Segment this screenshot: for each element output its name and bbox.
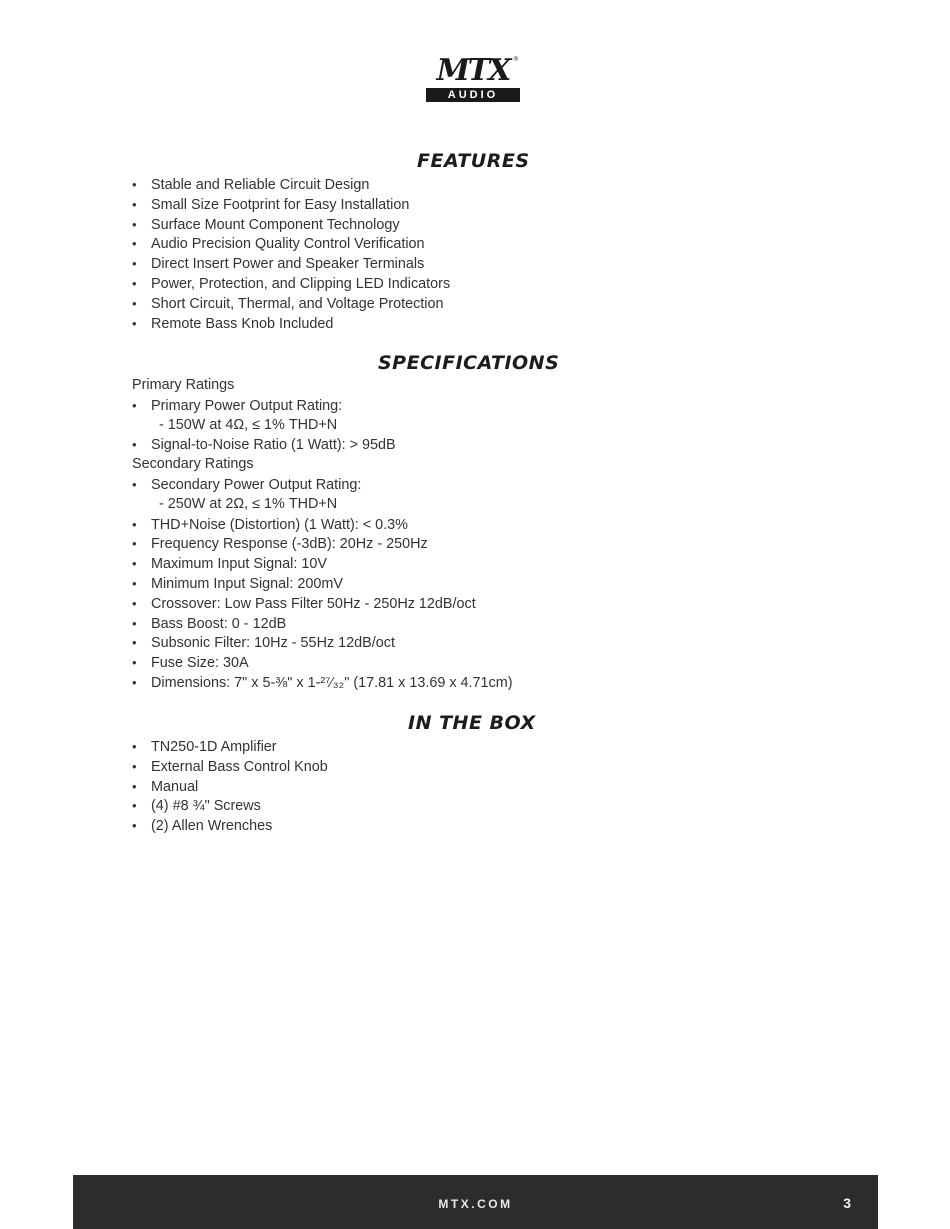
bullet-icon: • bbox=[132, 397, 137, 413]
footer-url: MTX.COM bbox=[438, 1197, 513, 1211]
spec-text: Bass Boost: 0 - 12dB bbox=[151, 615, 287, 632]
bullet-icon: • bbox=[132, 256, 137, 272]
features-list bbox=[132, 175, 450, 333]
bullet-icon: • bbox=[132, 437, 137, 453]
spec-item bbox=[132, 396, 513, 416]
feature-text: Surface Mount Component Technology bbox=[151, 216, 400, 233]
feature-item bbox=[132, 175, 450, 195]
bullet-icon: • bbox=[132, 275, 137, 291]
bullet-icon: • bbox=[132, 798, 137, 814]
box-item bbox=[132, 777, 328, 797]
spec-item bbox=[132, 673, 513, 693]
logo-registered-mark: ® bbox=[513, 57, 518, 63]
feature-item bbox=[132, 294, 450, 314]
specifications-list bbox=[132, 376, 513, 693]
feature-item bbox=[132, 314, 450, 334]
spec-item bbox=[132, 554, 513, 574]
specifications-heading: SPECIFICATIONS bbox=[378, 352, 560, 374]
bullet-icon: • bbox=[132, 655, 137, 671]
spec-text: - 250W at 2Ω, ≤ 1% THD+N bbox=[159, 495, 338, 512]
spec-text: Subsonic Filter: 10Hz - 55Hz 12dB/oct bbox=[151, 635, 395, 652]
bullet-icon: • bbox=[132, 575, 137, 591]
spec-text: Secondary Ratings bbox=[132, 456, 254, 473]
bullet-icon: • bbox=[132, 818, 137, 834]
bullet-icon: • bbox=[132, 295, 137, 311]
bullet-icon: • bbox=[132, 778, 137, 794]
footer-bar bbox=[73, 1175, 878, 1229]
spec-item bbox=[132, 475, 513, 495]
mtx-audio-logo bbox=[426, 52, 520, 103]
in-the-box-heading: IN THE BOX bbox=[408, 712, 536, 734]
bullet-icon: • bbox=[132, 516, 137, 532]
spec-sub-item bbox=[132, 495, 513, 515]
spec-text: Frequency Response (-3dB): 20Hz - 250Hz bbox=[151, 536, 428, 553]
bullet-icon: • bbox=[132, 216, 137, 232]
bullet-icon: • bbox=[132, 674, 137, 690]
box-text: (2) Allen Wrenches bbox=[151, 818, 273, 835]
spec-text: Dimensions: 7" x 5-⅜" x 1-²⁷⁄₃₂" (17.81 x 13.69 x 4.71cm) bbox=[151, 674, 513, 691]
box-item bbox=[132, 816, 328, 836]
box-text: External Bass Control Knob bbox=[151, 758, 328, 775]
box-item bbox=[132, 757, 328, 777]
feature-text: Direct Insert Power and Speaker Terminals bbox=[151, 256, 425, 273]
spec-item bbox=[132, 534, 513, 554]
box-text: Manual bbox=[151, 778, 199, 795]
spec-text: Primary Power Output Rating: bbox=[151, 397, 343, 414]
spec-item bbox=[132, 574, 513, 594]
spec-group-label bbox=[132, 455, 513, 475]
bullet-icon: • bbox=[132, 595, 137, 611]
features-heading: FEATURES bbox=[417, 150, 530, 172]
spec-item bbox=[132, 614, 513, 634]
bullet-icon: • bbox=[132, 758, 137, 774]
spec-item bbox=[132, 653, 513, 673]
spec-sub-item bbox=[132, 416, 513, 436]
spec-text: Primary Ratings bbox=[132, 377, 235, 393]
spec-text: Secondary Power Output Rating: bbox=[151, 476, 362, 493]
logo-wordmark: MTX bbox=[436, 52, 510, 88]
feature-item bbox=[132, 215, 450, 235]
bullet-icon: • bbox=[132, 236, 137, 252]
bullet-icon: • bbox=[132, 556, 137, 572]
spec-item bbox=[132, 515, 513, 535]
box-text: TN250-1D Amplifier bbox=[151, 739, 277, 755]
feature-text: Stable and Reliable Circuit Design bbox=[151, 177, 370, 193]
bullet-icon: • bbox=[132, 635, 137, 651]
bullet-icon: • bbox=[132, 476, 137, 492]
bullet-icon: • bbox=[132, 196, 137, 212]
page-number: 3 bbox=[843, 1195, 851, 1211]
feature-text: Remote Bass Knob Included bbox=[151, 315, 334, 332]
spec-item bbox=[132, 633, 513, 653]
spec-text: THD+Noise (Distortion) (1 Watt): < 0.3% bbox=[151, 516, 408, 533]
spec-text: Minimum Input Signal: 200mV bbox=[151, 575, 343, 592]
box-item bbox=[132, 737, 328, 757]
spec-item bbox=[132, 435, 513, 455]
bullet-icon: • bbox=[132, 615, 137, 631]
spec-text: Maximum Input Signal: 10V bbox=[151, 556, 327, 573]
spec-item bbox=[132, 594, 513, 614]
spec-text: Crossover: Low Pass Filter 50Hz - 250Hz 12dB/oct bbox=[151, 595, 476, 612]
box-item bbox=[132, 796, 328, 816]
logo-subtext: AUDIO bbox=[426, 88, 520, 102]
feature-item bbox=[132, 234, 450, 254]
feature-text: Short Circuit, Thermal, and Voltage Protection bbox=[151, 295, 444, 312]
box-text: (4) #8 ¾" Screws bbox=[151, 798, 261, 815]
feature-item bbox=[132, 254, 450, 274]
spec-text: Signal-to-Noise Ratio (1 Watt): > 95dB bbox=[151, 437, 396, 454]
feature-text: Power, Protection, and Clipping LED Indicators bbox=[151, 275, 451, 292]
feature-item bbox=[132, 195, 450, 215]
feature-item bbox=[132, 274, 450, 294]
bullet-icon: • bbox=[132, 315, 137, 331]
bullet-icon: • bbox=[132, 177, 137, 192]
feature-text: Small Size Footprint for Easy Installation bbox=[151, 196, 410, 213]
in-the-box-list bbox=[132, 737, 328, 836]
bullet-icon: • bbox=[132, 536, 137, 552]
spec-text: Fuse Size: 30A bbox=[151, 655, 249, 672]
spec-text: - 150W at 4Ω, ≤ 1% THD+N bbox=[159, 416, 338, 433]
spec-group-label bbox=[132, 376, 513, 396]
bullet-icon: • bbox=[132, 739, 137, 754]
feature-text: Audio Precision Quality Control Verification bbox=[151, 236, 425, 253]
